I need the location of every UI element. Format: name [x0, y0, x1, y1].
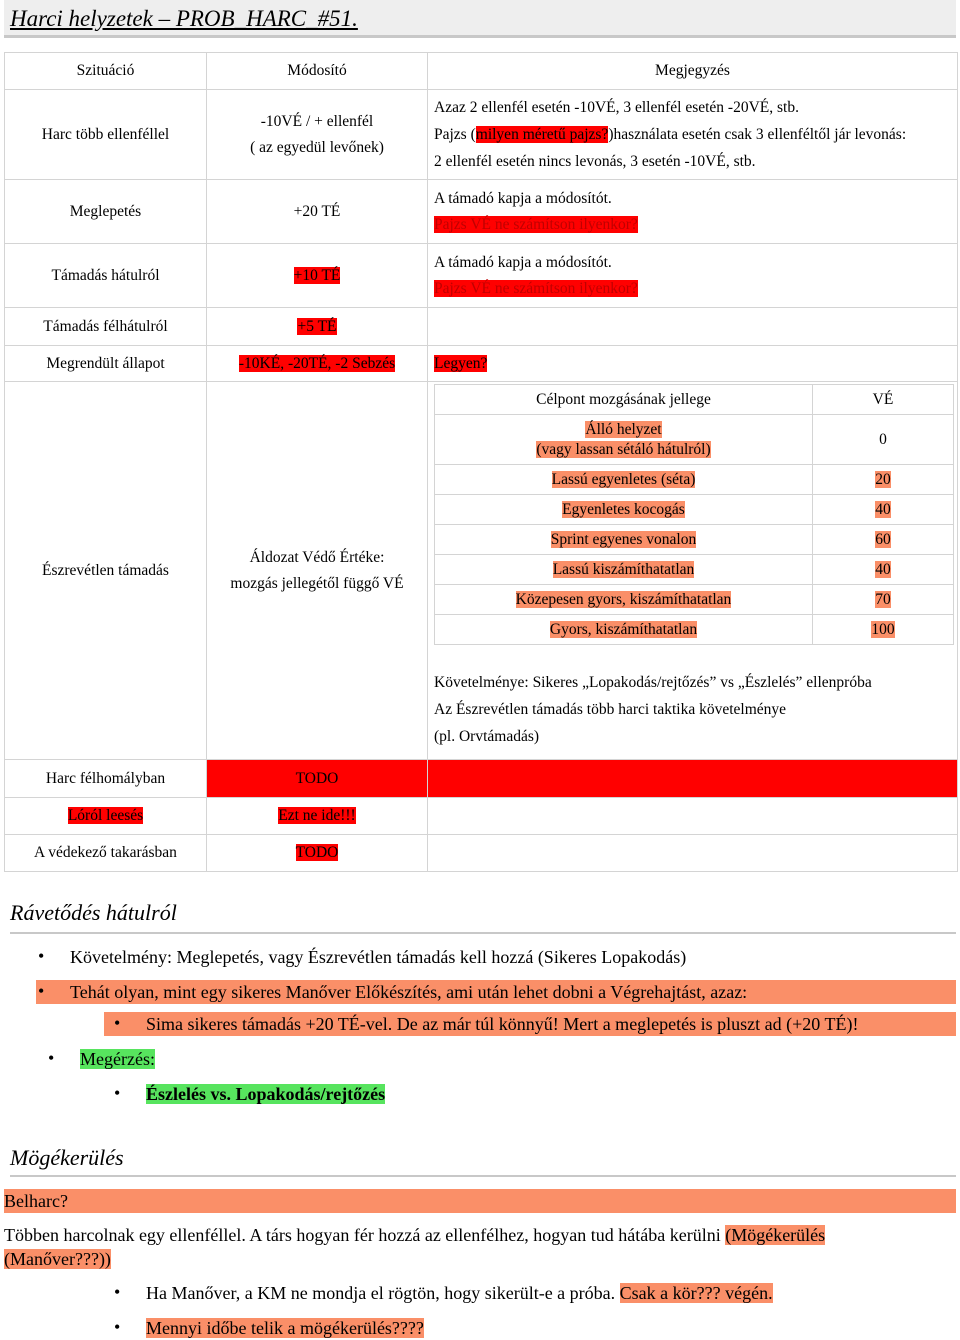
belharc-line: Belharc? — [4, 1189, 956, 1213]
bullet-icon: • — [114, 1317, 121, 1337]
movement-cell: Lassú egyenletes (séta) — [435, 465, 813, 495]
note-cell: Legyen? — [428, 346, 958, 382]
movement-row — [435, 415, 954, 465]
movement-cell: Lassú kiszámíthatatlan — [435, 555, 813, 585]
movement-header-row — [435, 385, 954, 415]
modifier-cell: +10 TÉ — [207, 244, 428, 308]
header-note: Megjegyzés — [428, 53, 958, 90]
table-row — [5, 90, 958, 180]
combat-situations-table — [4, 52, 958, 872]
movement-cell: Sprint egyenes vonalon — [435, 525, 813, 555]
ve-cell: 60 — [813, 525, 954, 555]
table-row — [5, 180, 958, 244]
bullet-icon: • — [114, 1282, 121, 1302]
note-cell — [428, 798, 958, 835]
movement-cell: Egyenletes kocogás — [435, 495, 813, 525]
ve-cell: 100 — [813, 615, 954, 645]
ve-cell: 20 — [813, 465, 954, 495]
table-row — [5, 346, 958, 382]
table-header-row — [5, 53, 958, 90]
list-item: • Követelmény: Meglepetés, vagy Észrevétlen támadás kell hozzá (Sikeres Lopakodás) — [38, 946, 687, 967]
ve-cell: 40 — [813, 555, 954, 585]
movement-row — [435, 585, 954, 615]
modifier-cell: +5 TÉ — [207, 308, 428, 346]
list-item: • Sima sikeres támadás +20 TÉ-vel. De az már túl könnyű! Mert a meglepetés is pluszt ad (+20 TÉ)! — [104, 1012, 956, 1036]
section-heading-pounce: Rávetődés hátulról — [10, 900, 956, 934]
modifier-cell: TODO — [207, 835, 428, 872]
note-cell: A támadó kapja a módosítót. Pajzs VÉ ne számítson ilyenkor? — [428, 180, 958, 244]
list-item: • Ha Manőver, a KM ne mondja el rögtön, hogy sikerült-e a próba. Csak a kör??? végén. — [114, 1282, 773, 1303]
page-title: Harci helyzetek – PROB_HARC_#51. — [4, 0, 956, 38]
modifier-cell: +20 TÉ — [207, 180, 428, 244]
table-row — [5, 835, 958, 872]
movement-row — [435, 555, 954, 585]
ve-cell: 40 — [813, 495, 954, 525]
table-row — [5, 382, 958, 760]
list-item: • Megérzés: — [48, 1048, 155, 1069]
movement-cell: Gyors, kiszámíthatatlan — [435, 615, 813, 645]
list-item: • Észlelés vs. Lopakodás/rejtőzés — [114, 1083, 386, 1104]
movement-table — [434, 384, 954, 645]
situation-cell: A védekező takarásban — [5, 835, 207, 872]
situation-cell: Támadás hátulról — [5, 244, 207, 308]
bullet-icon: • — [114, 1083, 121, 1103]
bullet-icon: • — [38, 946, 45, 966]
movement-cell: Álló helyzet (vagy lassan sétáló hátulról) — [435, 415, 813, 465]
movement-cell: Közepesen gyors, kiszámíthatatlan — [435, 585, 813, 615]
movement-row — [435, 525, 954, 555]
header-modifier: Módosító — [207, 53, 428, 90]
list-item: • Tehát olyan, mint egy sikeres Manőver Előkészítés, ami után lehet dobni a Végrehajtást, azaz: — [36, 980, 956, 1004]
section-heading-flanking: Mögékerülés — [10, 1145, 956, 1177]
ve-cell: 70 — [813, 585, 954, 615]
situation-cell: Támadás félhátulról — [5, 308, 207, 346]
list-item: • Mennyi időbe telik a mögékerülés???? — [114, 1317, 424, 1338]
note-cell — [428, 760, 958, 798]
situation-cell: Lóról leesés — [5, 798, 207, 835]
note-cell: Azaz 2 ellenfél esetén -10VÉ, 3 ellenfél esetén -20VÉ, stb. Pajzs (milyen méretű pajzs?)használata esetén csak 3 ellenféltől jár levonás: 2 ellenfél esetén nincs levonás, 3 esetén -10VÉ, stb. — [428, 90, 958, 180]
modifier-cell: -10KÉ, -20TÉ, -2 Sebzés — [207, 346, 428, 382]
note-cell — [428, 382, 958, 760]
modifier-cell: Ezt ne ide!!! — [207, 798, 428, 835]
note-cell — [428, 308, 958, 346]
movement-row — [435, 495, 954, 525]
modifier-cell: TODO — [207, 760, 428, 798]
situation-cell: Harc több ellenféllel — [5, 90, 207, 180]
header-situation: Szituáció — [5, 53, 207, 90]
table-row — [5, 308, 958, 346]
situation-cell: Meglepetés — [5, 180, 207, 244]
modifier-cell: -10VÉ / + ellenfél ( az egyedül levőnek) — [207, 90, 428, 180]
movement-row — [435, 615, 954, 645]
table-row — [5, 760, 958, 798]
table-row — [5, 798, 958, 835]
bullet-icon: • — [48, 1048, 55, 1068]
bullet-icon: • — [38, 981, 45, 1001]
movement-row — [435, 465, 954, 495]
situation-cell: Harc félhomályban — [5, 760, 207, 798]
table-row — [5, 244, 958, 308]
situation-cell: Észrevétlen támadás — [5, 382, 207, 760]
note-cell: A támadó kapja a módosítót. Pajzs VÉ ne számítson ilyenkor? — [428, 244, 958, 308]
requirement-note: Követelménye: Sikeres „Lopakodás/rejtőzés” vs „Észlelés” ellenpróba Az Észrevétlen támadás több harci taktika követelménye (pl. Orvtámadás) — [434, 674, 872, 745]
modifier-cell: Áldozat Védő Értéke: mozgás jellegétől függő VÉ — [207, 382, 428, 760]
movement-header: Célpont mozgásának jellege — [435, 385, 813, 415]
note-cell — [428, 835, 958, 872]
situation-cell: Megrendült állapot — [5, 346, 207, 382]
ve-cell: 0 — [813, 415, 954, 465]
ve-header: VÉ — [813, 385, 954, 415]
bullet-icon: • — [114, 1013, 121, 1033]
flanking-description: Többen harcolnak egy ellenféllel. A társ hogyan fér hozzá az ellenfélhez, hogyan tud hátába kerülni (Mögékerülés (Manőver???)) — [4, 1225, 826, 1269]
